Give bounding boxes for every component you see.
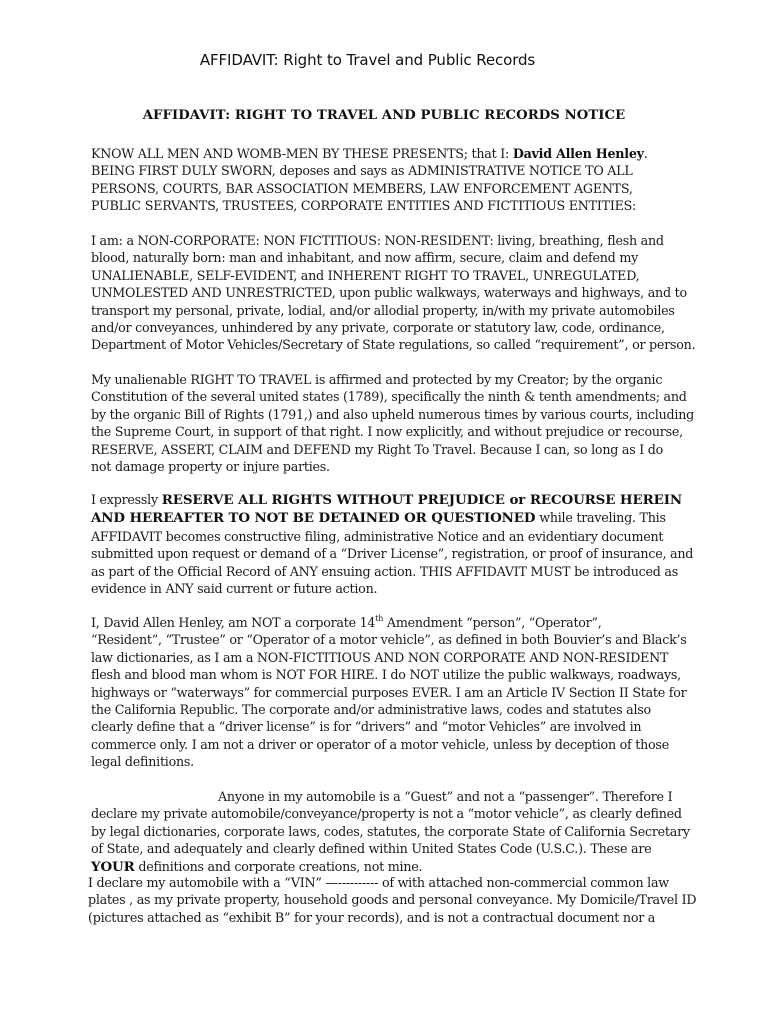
paragraph-line: legal definitions.: [91, 754, 194, 770]
paragraph-line: transport my personal, private, lodial, and/or allodial property, in/with my private automobiles: [91, 302, 675, 318]
paragraph-line: [91, 614, 691, 631]
text-run: Amendment “person”, “Operator”,: [383, 615, 602, 630]
affiant-name: David Allen Henley: [512, 146, 644, 161]
paragraph-line: law dictionaries, as I am a NON-FICTITIOUS AND NON CORPORATE AND NON-RESIDENT: [91, 649, 669, 665]
paragraph-right-to-travel: [91, 371, 694, 475]
paragraph-line: plates , as my private property, household goods and personal conveyance. My Domicile/Travel ID: [88, 892, 697, 908]
paragraph-line: UNALIENABLE, SELF-EVIDENT, and INHERENT RIGHT TO TRAVEL, UNREGULATED,: [91, 267, 640, 283]
paragraph-line: blood, naturally born: man and inhabitant, and now affirm, secure, claim and defend my: [91, 250, 639, 266]
paragraph-line: Anyone in my automobile is a “Guest” and not a “passenger”. Therefore I: [218, 789, 673, 804]
paragraph-line: PUBLIC SERVANTS, TRUSTEES, CORPORATE ENTITIES AND FICTITIOUS ENTITIES:: [91, 198, 637, 214]
paragraph-line: as part of the Official Record of ANY ensuing action. THIS AFFIDAVIT MUST be introduced as: [91, 563, 678, 579]
paragraph-status: [91, 614, 691, 771]
paragraph-line: commerce only. I am not a driver or operator of a motor vehicle, unless by deception of those: [91, 736, 669, 752]
text-run: definitions and corporate creations, not mine.: [134, 858, 423, 874]
paragraph-guest: [91, 788, 691, 876]
paragraph-line: RESERVE, ASSERT, CLAIM and DEFEND my Right To Travel. Because I can, so long as I do: [91, 441, 664, 457]
document-title: AFFIDAVIT: RIGHT TO TRAVEL AND PUBLIC RECORDS NOTICE: [142, 108, 626, 123]
paragraph-line: My unalienable RIGHT TO TRAVEL is affirmed and protected by my Creator; by the organic: [91, 372, 663, 387]
paragraph-line: not damage property or injure parties.: [91, 459, 330, 475]
paragraph-line: the California Republic. The corporate and/or administrative laws, codes and statutes also: [91, 702, 651, 718]
paragraph-line: BEING FIRST DULY SWORN, deposes and says as ADMINISTRATIVE NOTICE TO ALL: [91, 163, 633, 179]
text-run: I, David Allen Henley, am NOT a corporate 14: [91, 615, 376, 630]
paragraph-line: highways or “waterways” for commercial purposes EVER. I am an Article IV Section II State for: [91, 684, 687, 700]
paragraph-line: flesh and blood man whom is NOT FOR HIRE. I do NOT utilize the public walkways, roadways,: [91, 667, 681, 683]
paragraph-line: by the organic Bill of Rights (1791,) and also upheld numerous times by various courts, including: [91, 406, 694, 422]
bold-text-run: RESERVE ALL RIGHTS WITHOUT PREJUDICE or RECOURSE HEREIN: [161, 492, 683, 508]
paragraph-line: Department of Motor Vehicles/Secretary of State regulations, so called “requirement”, or person.: [91, 337, 696, 353]
bold-text-run: AND HEREAFTER TO NOT BE DETAINED OR QUESTIONED: [91, 510, 536, 527]
superscript: th: [375, 614, 384, 623]
paragraph-line: UNMOLESTED AND UNRESTRICTED, upon public walkways, waterways and highways, and to: [91, 285, 687, 301]
paragraph-declaration: [91, 232, 696, 354]
paragraph-line: of State, and adequately and clearly defined within United States Code (U.S.C.). These are: [91, 841, 652, 857]
paragraph-preamble: [91, 145, 691, 215]
text-run: while traveling. This: [535, 510, 666, 526]
document-header: AFFIDAVIT: Right to Travel and Public Records: [199, 51, 536, 69]
text-run: I expressly: [91, 492, 162, 507]
text-run: KNOW ALL MEN AND WOMB-MEN BY THESE PRESENTS; that I:: [91, 146, 513, 161]
paragraph-line: [91, 145, 691, 162]
text-run: .: [643, 146, 648, 161]
paragraph-line: clearly define that a “driver license” is for “drivers” and “motor Vehicles” are involved in: [91, 719, 642, 735]
bold-text-run: YOUR: [91, 858, 135, 875]
paragraph-line: (pictures attached as “exhibit B” for your records), and is not a contractual document nor a: [88, 909, 656, 925]
paragraph-line: by legal dictionaries, corporate laws, codes, statutes, the corporate State of California Secretary: [91, 823, 690, 839]
paragraph-line: PERSONS, COURTS, BAR ASSOCIATION MEMBERS, LAW ENFORCEMENT AGENTS,: [91, 180, 633, 196]
paragraph-line: [91, 509, 691, 527]
paragraph-line: Constitution of the several united states (1789), specifically the ninth & tenth amendments; and: [91, 389, 687, 405]
paragraph-line: I declare my automobile with a “VIN” —---------- of with attached non-commercial common law: [88, 875, 669, 890]
paragraph-line: AFFIDAVIT becomes constructive filing, administrative Notice and an evidentiary document: [91, 528, 664, 544]
paragraph-line: declare my private automobile/conveyance/property is not a “motor vehicle”, as clearly defined: [91, 806, 682, 822]
paragraph-automobile: [88, 874, 697, 926]
paragraph-line: submitted upon request or demand of a “Driver License”, registration, or proof of insurance, and: [91, 546, 694, 562]
paragraph-line: and/or conveyances, unhindered by any private, corporate or statutory law, code, ordinance,: [91, 320, 665, 336]
paragraph-reservation: [91, 491, 694, 597]
paragraph-line: I am: a NON-CORPORATE: NON FICTITIOUS: NON-RESIDENT: living, breathing, flesh and: [91, 233, 664, 248]
paragraph-line: evidence in ANY said current or future action.: [91, 581, 378, 597]
paragraph-line: [91, 491, 691, 509]
paragraph-line: “Resident”, “Trustee” or “Operator of a motor vehicle”, as defined in both Bouvier’s and Black’s: [91, 632, 687, 648]
paragraph-line: the Supreme Court, in support of that right. I now explicitly, and without prejudice or recourse,: [91, 424, 683, 440]
